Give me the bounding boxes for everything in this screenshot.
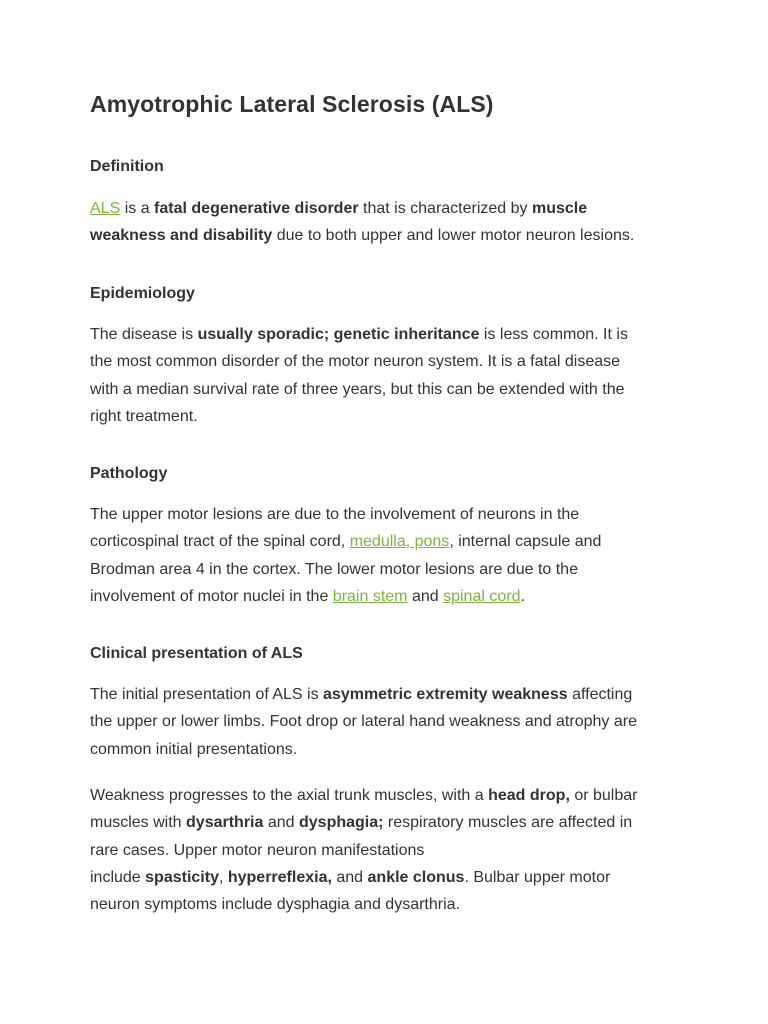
text: involvement of motor nuclei in the	[90, 587, 333, 605]
epidemiology-line-3: with a median survival rate of three years, but this can be extended with the	[90, 380, 625, 398]
clinical-p2-line-3: rare cases. Upper motor neuron manifestations	[90, 841, 425, 859]
text: and	[331, 868, 368, 886]
bold-spasticity: spasticity	[145, 868, 219, 886]
bold-dysarthria: dysarthria	[186, 814, 264, 832]
epidemiology-line-2: the most common disorder of the motor neuron system. It is a fatal disease	[90, 353, 621, 371]
text: .	[520, 587, 525, 605]
link-medulla-pons[interactable]: medulla, pons	[349, 533, 450, 551]
clinical-p2-line-5: neuron symptoms include dysphagia and dysarthria.	[90, 896, 460, 914]
bold-weakness-and-disability: weakness and disability	[90, 227, 273, 245]
text: , internal capsule and	[449, 533, 602, 551]
text: is less common. It is	[479, 326, 628, 343]
clinical-paragraph-2	[90, 782, 680, 918]
text: . Bulbar upper motor	[464, 868, 611, 886]
bold-asymmetric-extremity-weakness: asymmetric extremity weakness	[323, 686, 568, 703]
bold-dysphagia: dysphagia;	[299, 814, 384, 832]
text: and	[263, 814, 299, 832]
epidemiology-line-4: right treatment.	[90, 407, 198, 425]
bold-usually-sporadic: usually sporadic; genetic inheritance	[197, 326, 480, 343]
text: The disease is	[90, 326, 198, 343]
epidemiology-paragraph	[90, 321, 680, 430]
heading-pathology: Pathology	[90, 465, 168, 482]
link-spinal-cord[interactable]: spinal cord	[443, 587, 521, 605]
text: affecting	[567, 686, 633, 703]
link-als[interactable]: ALS	[90, 200, 121, 217]
bold-ankle-clonus: ankle clonus	[367, 868, 465, 886]
bold-muscle: muscle	[531, 200, 588, 217]
page-title: Amyotrophic Lateral Sclerosis (ALS)	[90, 91, 494, 117]
clinical-p2-line-4	[90, 864, 680, 891]
heading-clinical-presentation: Clinical presentation of ALS	[90, 645, 303, 662]
text: Weakness progresses to the axial trunk muscles, with a	[90, 787, 489, 804]
text: is a	[120, 200, 155, 217]
definition-line-1	[90, 195, 680, 222]
pathology-line-1: The upper motor lesions are due to the involvement of neurons in the	[90, 506, 580, 523]
definition-line-2	[90, 222, 680, 249]
pathology-line-4	[90, 583, 680, 610]
text: muscles with	[90, 814, 187, 832]
heading-epidemiology: Epidemiology	[90, 285, 195, 302]
clinical-p2-line-2	[90, 809, 680, 836]
heading-definition: Definition	[90, 158, 164, 175]
text: that is characterized by	[358, 200, 532, 217]
bold-fatal-degenerative-disorder: fatal degenerative disorder	[154, 200, 359, 217]
text: The initial presentation of ALS is	[90, 686, 324, 703]
text: include	[90, 868, 146, 886]
link-brain-stem[interactable]: brain stem	[332, 587, 408, 605]
clinical-p2-line-1	[90, 782, 680, 809]
clinical-p1-line-2: the upper or lower limbs. Foot drop or lateral hand weakness and atrophy are	[90, 713, 637, 731]
epidemiology-line-1	[90, 321, 680, 348]
text: ,	[218, 868, 228, 886]
clinical-paragraph-1	[90, 681, 680, 763]
pathology-paragraph	[90, 501, 680, 610]
text: and	[407, 587, 444, 605]
pathology-line-3: Brodman area 4 in the cortex. The lower motor lesions are due to the	[90, 560, 578, 578]
clinical-p1-line-1	[90, 681, 680, 708]
text: respiratory muscles are affected in	[383, 814, 633, 832]
clinical-p1-line-3: common initial presentations.	[90, 740, 298, 758]
text: corticospinal tract of the spinal cord,	[90, 533, 350, 551]
text: or bulbar	[569, 787, 638, 804]
bold-head-drop: head drop,	[488, 787, 570, 804]
bold-hyperreflexia: hyperreflexia,	[227, 868, 332, 886]
text: due to both upper and lower motor neuron lesions.	[272, 227, 635, 245]
pathology-line-2	[90, 528, 680, 555]
definition-paragraph	[90, 195, 680, 250]
